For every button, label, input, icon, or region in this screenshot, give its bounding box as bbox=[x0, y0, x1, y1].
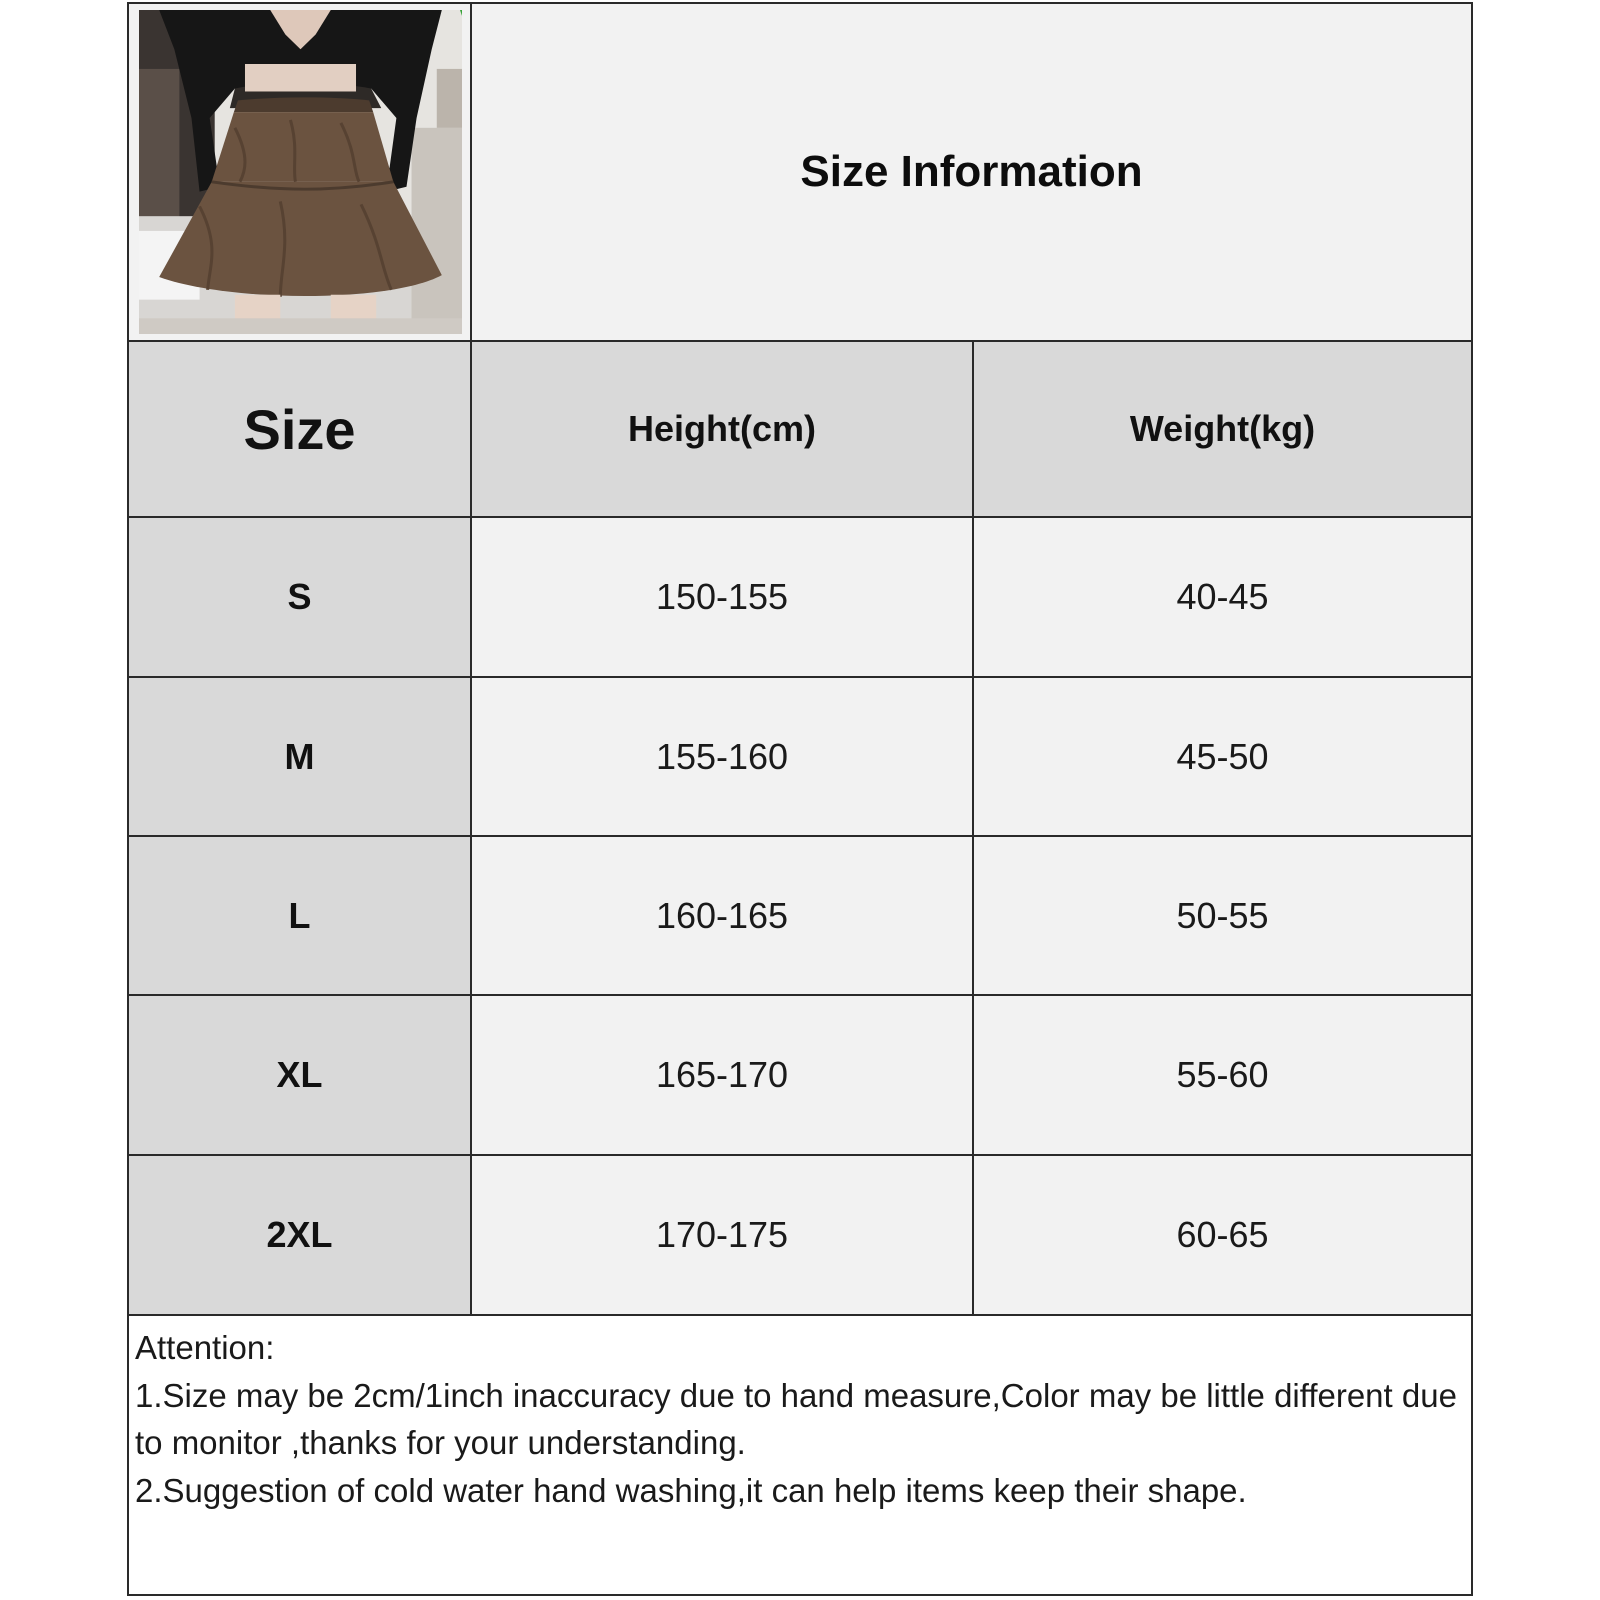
table-row-size-cell: L bbox=[129, 837, 472, 996]
table-row-size-cell: XL bbox=[129, 996, 472, 1156]
height-column-header: Height(cm) bbox=[628, 408, 816, 449]
table-row-weight-cell: 50-55 bbox=[974, 837, 1471, 996]
notes-heading: Attention: bbox=[135, 1329, 275, 1366]
size-header-cell bbox=[129, 342, 472, 518]
note-item: 2.Suggestion of cold water hand washing,it can help items keep their shape. bbox=[135, 1471, 1247, 1509]
table-row-weight-cell: 60-65 bbox=[974, 1156, 1471, 1316]
table-row-size-cell: S bbox=[129, 518, 472, 678]
table-row-weight-cell: 45-50 bbox=[974, 678, 1471, 837]
table-row-weight-cell: 55-60 bbox=[974, 996, 1471, 1156]
table-row-height-cell: 160-165 bbox=[472, 837, 974, 996]
table-row-height-cell: 165-170 bbox=[472, 996, 974, 1156]
weight-header-cell bbox=[974, 342, 1471, 518]
size-chart-sheet bbox=[127, 2, 1473, 1596]
weight-column-header: Weight(kg) bbox=[1129, 408, 1316, 449]
table-row-height-cell: 170-175 bbox=[472, 1156, 974, 1316]
table-row-height-cell: 155-160 bbox=[472, 678, 974, 837]
leather-mini-skirt-photo-icon bbox=[139, 10, 462, 334]
title-cell bbox=[472, 4, 1471, 342]
table-row-size-cell: M bbox=[129, 678, 472, 837]
product-photo-cell bbox=[129, 4, 472, 342]
table-row-size-cell: 2XL bbox=[129, 1156, 472, 1316]
height-header-cell bbox=[472, 342, 974, 518]
note-item: 1.Size may be 2cm/1inch inaccuracy due to hand measure,Color may be little different due to monitor ,thanks for your understanding. bbox=[135, 1376, 1467, 1461]
size-column-header: Size bbox=[243, 397, 356, 461]
page-title: Size Information bbox=[800, 147, 1143, 196]
table-row-weight-cell: 40-45 bbox=[974, 518, 1471, 678]
table-row-height-cell: 150-155 bbox=[472, 518, 974, 678]
attention-notes bbox=[129, 1316, 1471, 1594]
